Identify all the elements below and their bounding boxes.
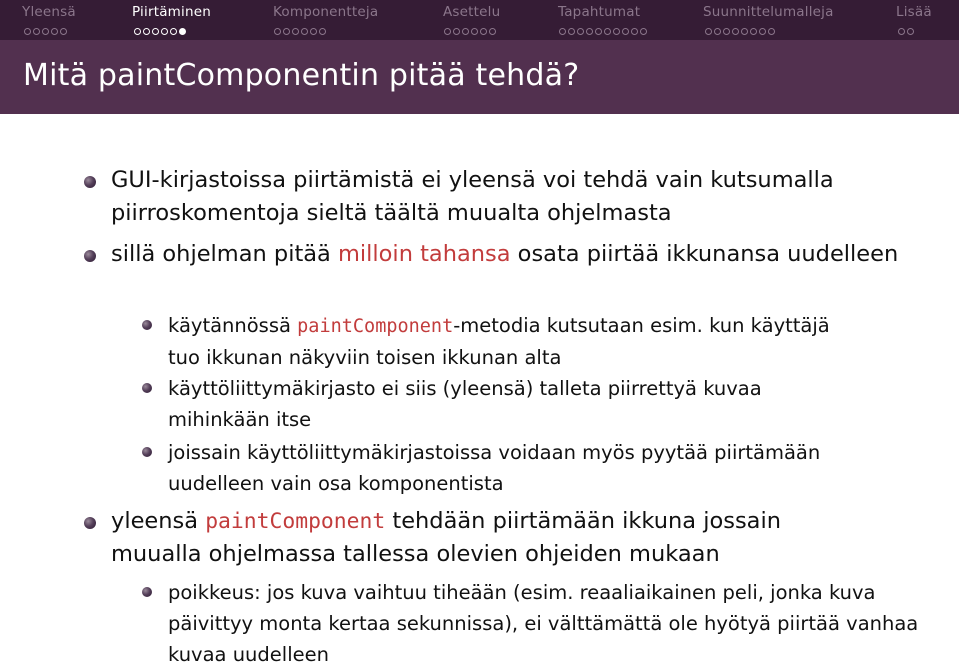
nav-dot[interactable]	[292, 28, 299, 35]
nav-dot[interactable]	[42, 28, 49, 35]
sub-bullet-item-2a: käytännössä paintComponent-metodia kutsutaan esim. kun käyttäjä tuo ikkunan näkyviin toisen ikkunan alta	[168, 314, 830, 369]
nav-dots-piirtaminen[interactable]	[134, 26, 186, 36]
nav-dot[interactable]	[741, 28, 748, 35]
nav-dots-asettelu[interactable]	[444, 26, 496, 36]
nav-dot[interactable]	[134, 28, 141, 35]
nav-dot[interactable]	[480, 28, 487, 35]
nav-dot[interactable]	[489, 28, 496, 35]
slide-title: Mitä paintComponentin pitää tehdä?	[23, 58, 580, 93]
nav-dot[interactable]	[759, 28, 766, 35]
nav-dot[interactable]	[750, 28, 757, 35]
nav-dot[interactable]	[170, 28, 177, 35]
nav-dot[interactable]	[907, 28, 914, 35]
nav-dot[interactable]	[898, 28, 905, 35]
nav-dot[interactable]	[604, 28, 611, 35]
nav-dot[interactable]	[51, 28, 58, 35]
nav-dot[interactable]	[577, 28, 584, 35]
nav-dot[interactable]	[152, 28, 159, 35]
code-paintcomponent-2: paintComponent	[205, 509, 386, 534]
sub-bullet-icon	[142, 320, 152, 330]
nav-dot[interactable]	[631, 28, 638, 35]
nav-dot[interactable]	[24, 28, 31, 35]
code-paintcomponent: paintComponent	[297, 316, 454, 337]
nav-dot[interactable]	[568, 28, 575, 35]
sub-bullet-item-2b: käyttöliittymäkirjasto ei siis (yleensä) talleta piirrettyä kuvaa mihinkään itse	[168, 377, 762, 431]
nav-dot[interactable]	[613, 28, 620, 35]
navigation-bar	[0, 0, 959, 40]
nav-dot[interactable]	[283, 28, 290, 35]
nav-dot[interactable]	[179, 28, 186, 35]
nav-dot[interactable]	[586, 28, 593, 35]
nav-dots-tapahtumat[interactable]	[559, 26, 647, 36]
nav-dot[interactable]	[559, 28, 566, 35]
nav-dot[interactable]	[310, 28, 317, 35]
nav-dot[interactable]	[462, 28, 469, 35]
nav-section-yleensa[interactable]: Yleensä	[22, 4, 76, 20]
nav-dots-lisaa[interactable]	[898, 26, 914, 36]
nav-dots-suunnittelumalleja[interactable]	[705, 26, 775, 36]
sub-bullet-item-3a: poikkeus: jos kuva vaihtuu tiheään (esim. reaaliaikainen peli, jonka kuva päivittyy monta kertaa sekunnissa), ei välttämättä ole hyötyä piirtää vanhaa kuvaa uudelleen	[168, 581, 919, 666]
nav-dot[interactable]	[723, 28, 730, 35]
bullet-item-2: sillä ohjelman pitää milloin tahansa osata piirtää ikkunansa uudelleen	[111, 241, 899, 267]
nav-dot[interactable]	[595, 28, 602, 35]
bullet-icon	[84, 517, 96, 529]
bullet-icon	[84, 250, 96, 262]
bullet-item-1: GUI-kirjastoissa piirtämistä ei yleensä voi tehdä vain kutsumalla piirroskomentoja sieltä täältä muualta ohjelmasta	[111, 167, 834, 226]
highlight-milloin-tahansa: milloin tahansa	[338, 241, 511, 267]
bullet-icon	[84, 176, 96, 188]
nav-section-asettelu[interactable]: Asettelu	[443, 4, 501, 20]
nav-dot[interactable]	[301, 28, 308, 35]
sub-bullet-item-2c: joissain käyttöliittymäkirjastoissa voidaan myös pyytää piirtämään uudelleen vain osa komponentista	[168, 441, 821, 495]
nav-dot[interactable]	[319, 28, 326, 35]
bullet-item-3: yleensä paintComponent tehdään piirtämään ikkuna jossain muualla ohjelmassa tallessa olevien ohjeiden mukaan	[111, 508, 781, 567]
nav-dot[interactable]	[453, 28, 460, 35]
nav-dot[interactable]	[622, 28, 629, 35]
nav-dots-komponentteja[interactable]	[274, 26, 326, 36]
sub-bullet-icon	[142, 383, 152, 393]
nav-section-komponentteja[interactable]: Komponentteja	[273, 4, 379, 20]
nav-dot[interactable]	[714, 28, 721, 35]
nav-section-lisaa[interactable]: Lisää	[896, 4, 932, 20]
nav-dot[interactable]	[274, 28, 281, 35]
nav-dot[interactable]	[705, 28, 712, 35]
nav-dot[interactable]	[161, 28, 168, 35]
nav-dot[interactable]	[768, 28, 775, 35]
sub-bullet-icon	[142, 587, 152, 597]
nav-dot[interactable]	[444, 28, 451, 35]
nav-dots-yleensa[interactable]	[24, 26, 67, 36]
nav-dot[interactable]	[732, 28, 739, 35]
nav-dot[interactable]	[143, 28, 150, 35]
nav-dot[interactable]	[640, 28, 647, 35]
nav-section-suunnittelumalleja[interactable]: Suunnittelumalleja	[703, 4, 834, 20]
nav-section-tapahtumat[interactable]: Tapahtumat	[558, 4, 641, 20]
nav-dot[interactable]	[33, 28, 40, 35]
nav-dot[interactable]	[471, 28, 478, 35]
nav-section-piirtaminen[interactable]: Piirtäminen	[132, 4, 211, 20]
nav-dot[interactable]	[60, 28, 67, 35]
sub-bullet-icon	[142, 447, 152, 457]
